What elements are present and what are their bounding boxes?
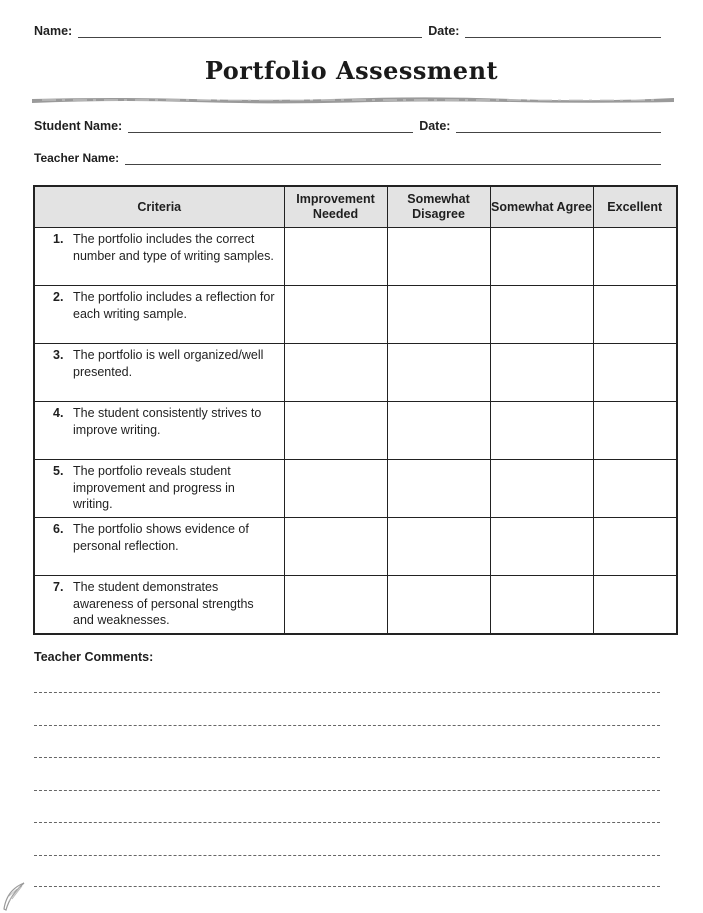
header-somewhat-agree: Somewhat Agree <box>490 186 593 228</box>
comment-line[interactable] <box>34 790 660 791</box>
table-row <box>34 460 677 518</box>
teacher-row <box>34 151 661 165</box>
teacher-name-field[interactable] <box>125 154 661 165</box>
criterion-cell <box>34 460 284 518</box>
title-brush-rule <box>32 95 674 105</box>
comment-line[interactable] <box>34 692 660 693</box>
rating-cell-improvement-needed[interactable] <box>284 576 387 635</box>
header-criteria: Criteria <box>34 186 284 228</box>
rating-cell-improvement-needed[interactable] <box>284 228 387 286</box>
student-date-field[interactable] <box>456 122 661 133</box>
rating-cell-somewhat-agree[interactable] <box>490 228 593 286</box>
table-header-row <box>34 186 677 228</box>
teacher-name-label: Teacher Name: <box>34 151 120 165</box>
criterion-number: 1. <box>53 232 64 246</box>
rating-cell-excellent[interactable] <box>593 460 677 518</box>
rating-cell-excellent[interactable] <box>593 286 677 344</box>
student-name-label: Student Name: <box>34 119 123 133</box>
criterion-cell <box>34 344 284 402</box>
rating-cell-somewhat-disagree[interactable] <box>387 344 490 402</box>
date-field[interactable] <box>465 27 661 38</box>
criterion-cell <box>34 576 284 635</box>
rating-cell-excellent[interactable] <box>593 344 677 402</box>
criterion-number: 4. <box>53 406 64 420</box>
criterion-text: The portfolio shows evidence of personal reflection. <box>73 522 249 553</box>
student-date-label: Date: <box>419 119 451 133</box>
rating-cell-somewhat-agree[interactable] <box>490 576 593 635</box>
criterion-number: 2. <box>53 290 64 304</box>
rating-cell-somewhat-agree[interactable] <box>490 460 593 518</box>
criterion-cell <box>34 228 284 286</box>
criterion-cell <box>34 518 284 576</box>
header-excellent: Excellent <box>593 186 677 228</box>
student-date-row <box>34 119 661 133</box>
criterion-number: 7. <box>53 580 64 594</box>
name-field[interactable] <box>78 27 422 38</box>
comment-line[interactable] <box>34 855 660 856</box>
criterion-number: 5. <box>53 464 64 478</box>
rating-cell-somewhat-agree[interactable] <box>490 402 593 460</box>
date-label: Date: <box>428 24 460 38</box>
rating-cell-somewhat-disagree[interactable] <box>387 228 490 286</box>
student-name-field[interactable] <box>128 122 413 133</box>
rating-cell-somewhat-disagree[interactable] <box>387 576 490 635</box>
criterion-text: The portfolio reveals student improvement and progress in writing. <box>73 464 235 511</box>
rating-cell-somewhat-disagree[interactable] <box>387 286 490 344</box>
criterion-text: The portfolio includes a reflection for each writing sample. <box>73 290 275 321</box>
rating-cell-excellent[interactable] <box>593 228 677 286</box>
table-row <box>34 286 677 344</box>
rating-cell-somewhat-disagree[interactable] <box>387 518 490 576</box>
table-row <box>34 576 677 635</box>
criterion-cell <box>34 286 284 344</box>
comment-line[interactable] <box>34 886 660 887</box>
rating-cell-improvement-needed[interactable] <box>284 518 387 576</box>
rating-cell-somewhat-disagree[interactable] <box>387 460 490 518</box>
criterion-text: The student consistently strives to improve writing. <box>73 406 262 437</box>
criterion-text: The student demonstrates awareness of personal strengths and weaknesses. <box>73 580 254 627</box>
name-date-row <box>34 24 661 38</box>
criterion-text: The portfolio includes the correct number and type of writing samples. <box>73 232 274 263</box>
table-row <box>34 344 677 402</box>
criterion-number: 3. <box>53 348 64 362</box>
rating-cell-excellent[interactable] <box>593 518 677 576</box>
comment-line[interactable] <box>34 757 660 758</box>
rating-cell-improvement-needed[interactable] <box>284 344 387 402</box>
teacher-comments-label: Teacher Comments: <box>34 650 154 664</box>
criterion-cell <box>34 402 284 460</box>
rating-cell-excellent[interactable] <box>593 402 677 460</box>
comment-line[interactable] <box>34 725 660 726</box>
header-improvement-needed: Improvement Needed <box>284 186 387 228</box>
rating-cell-excellent[interactable] <box>593 576 677 635</box>
rating-cell-somewhat-disagree[interactable] <box>387 402 490 460</box>
page-title: Portfolio Assessment <box>204 56 499 85</box>
rating-cell-improvement-needed[interactable] <box>284 402 387 460</box>
rating-cell-somewhat-agree[interactable] <box>490 518 593 576</box>
quill-icon <box>0 881 28 913</box>
criterion-number: 6. <box>53 522 64 536</box>
table-row <box>34 518 677 576</box>
table-row <box>34 402 677 460</box>
rating-cell-improvement-needed[interactable] <box>284 286 387 344</box>
comment-line[interactable] <box>34 822 660 823</box>
rating-cell-somewhat-agree[interactable] <box>490 286 593 344</box>
header-somewhat-disagree: Somewhat Disagree <box>387 186 490 228</box>
name-label: Name: <box>34 24 73 38</box>
table-row <box>34 228 677 286</box>
rubric-table <box>33 185 678 635</box>
rating-cell-somewhat-agree[interactable] <box>490 344 593 402</box>
rating-cell-improvement-needed[interactable] <box>284 460 387 518</box>
criterion-text: The portfolio is well organized/well presented. <box>73 348 264 379</box>
